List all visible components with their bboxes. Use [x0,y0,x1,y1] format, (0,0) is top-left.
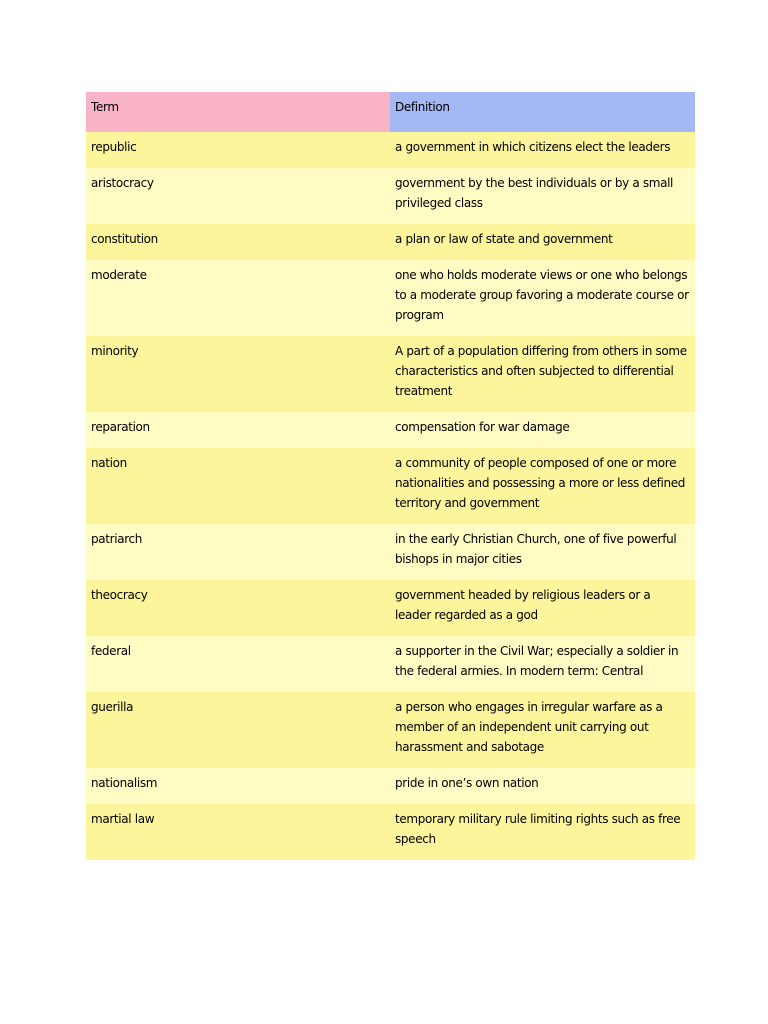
table-header-row [86,92,695,132]
definition-cell: in the early Christian Church, one of five powerful bishops in major cities [390,524,695,580]
table-row [86,692,695,768]
table-row [86,132,695,168]
definition-cell: government by the best individuals or by a small privileged class [390,168,695,224]
definition-cell: one who holds moderate views or one who belongs to a moderate group favoring a moderate course or program [390,260,695,336]
term-cell: guerilla [86,692,390,768]
table-row [86,524,695,580]
table-row [86,224,695,260]
table-row [86,412,695,448]
definition-cell: a government in which citizens elect the leaders [390,132,695,168]
definition-cell: a plan or law of state and government [390,224,695,260]
term-cell: federal [86,636,390,692]
table-row [86,168,695,224]
definition-cell: compensation for war damage [390,412,695,448]
table-row [86,260,695,336]
term-cell: constitution [86,224,390,260]
definition-column-header: Definition [390,92,695,132]
table-row [86,448,695,524]
term-cell: minority [86,336,390,412]
term-cell: nationalism [86,768,390,804]
definition-cell: temporary military rule limiting rights such as free speech [390,804,695,860]
term-column-header: Term [86,92,390,132]
table-row [86,636,695,692]
definition-cell: a person who engages in irregular warfare as a member of an independent unit carrying out harassment and sabotage [390,692,695,768]
term-cell: nation [86,448,390,524]
term-cell: moderate [86,260,390,336]
table-row [86,580,695,636]
table-body [86,132,695,860]
term-cell: reparation [86,412,390,448]
definition-cell: a community of people composed of one or more nationalities and possessing a more or less defined territory and government [390,448,695,524]
definition-cell: government headed by religious leaders or a leader regarded as a god [390,580,695,636]
definition-cell: a supporter in the Civil War; especially a soldier in the federal armies. In modern term: Central [390,636,695,692]
definition-cell: A part of a population differing from others in some characteristics and often subjected to differential treatment [390,336,695,412]
table-row [86,804,695,860]
definition-cell: pride in one’s own nation [390,768,695,804]
term-cell: aristocracy [86,168,390,224]
term-cell: martial law [86,804,390,860]
term-cell: theocracy [86,580,390,636]
vocabulary-table [86,92,695,860]
term-cell: republic [86,132,390,168]
term-cell: patriarch [86,524,390,580]
table-row [86,336,695,412]
table-row [86,768,695,804]
